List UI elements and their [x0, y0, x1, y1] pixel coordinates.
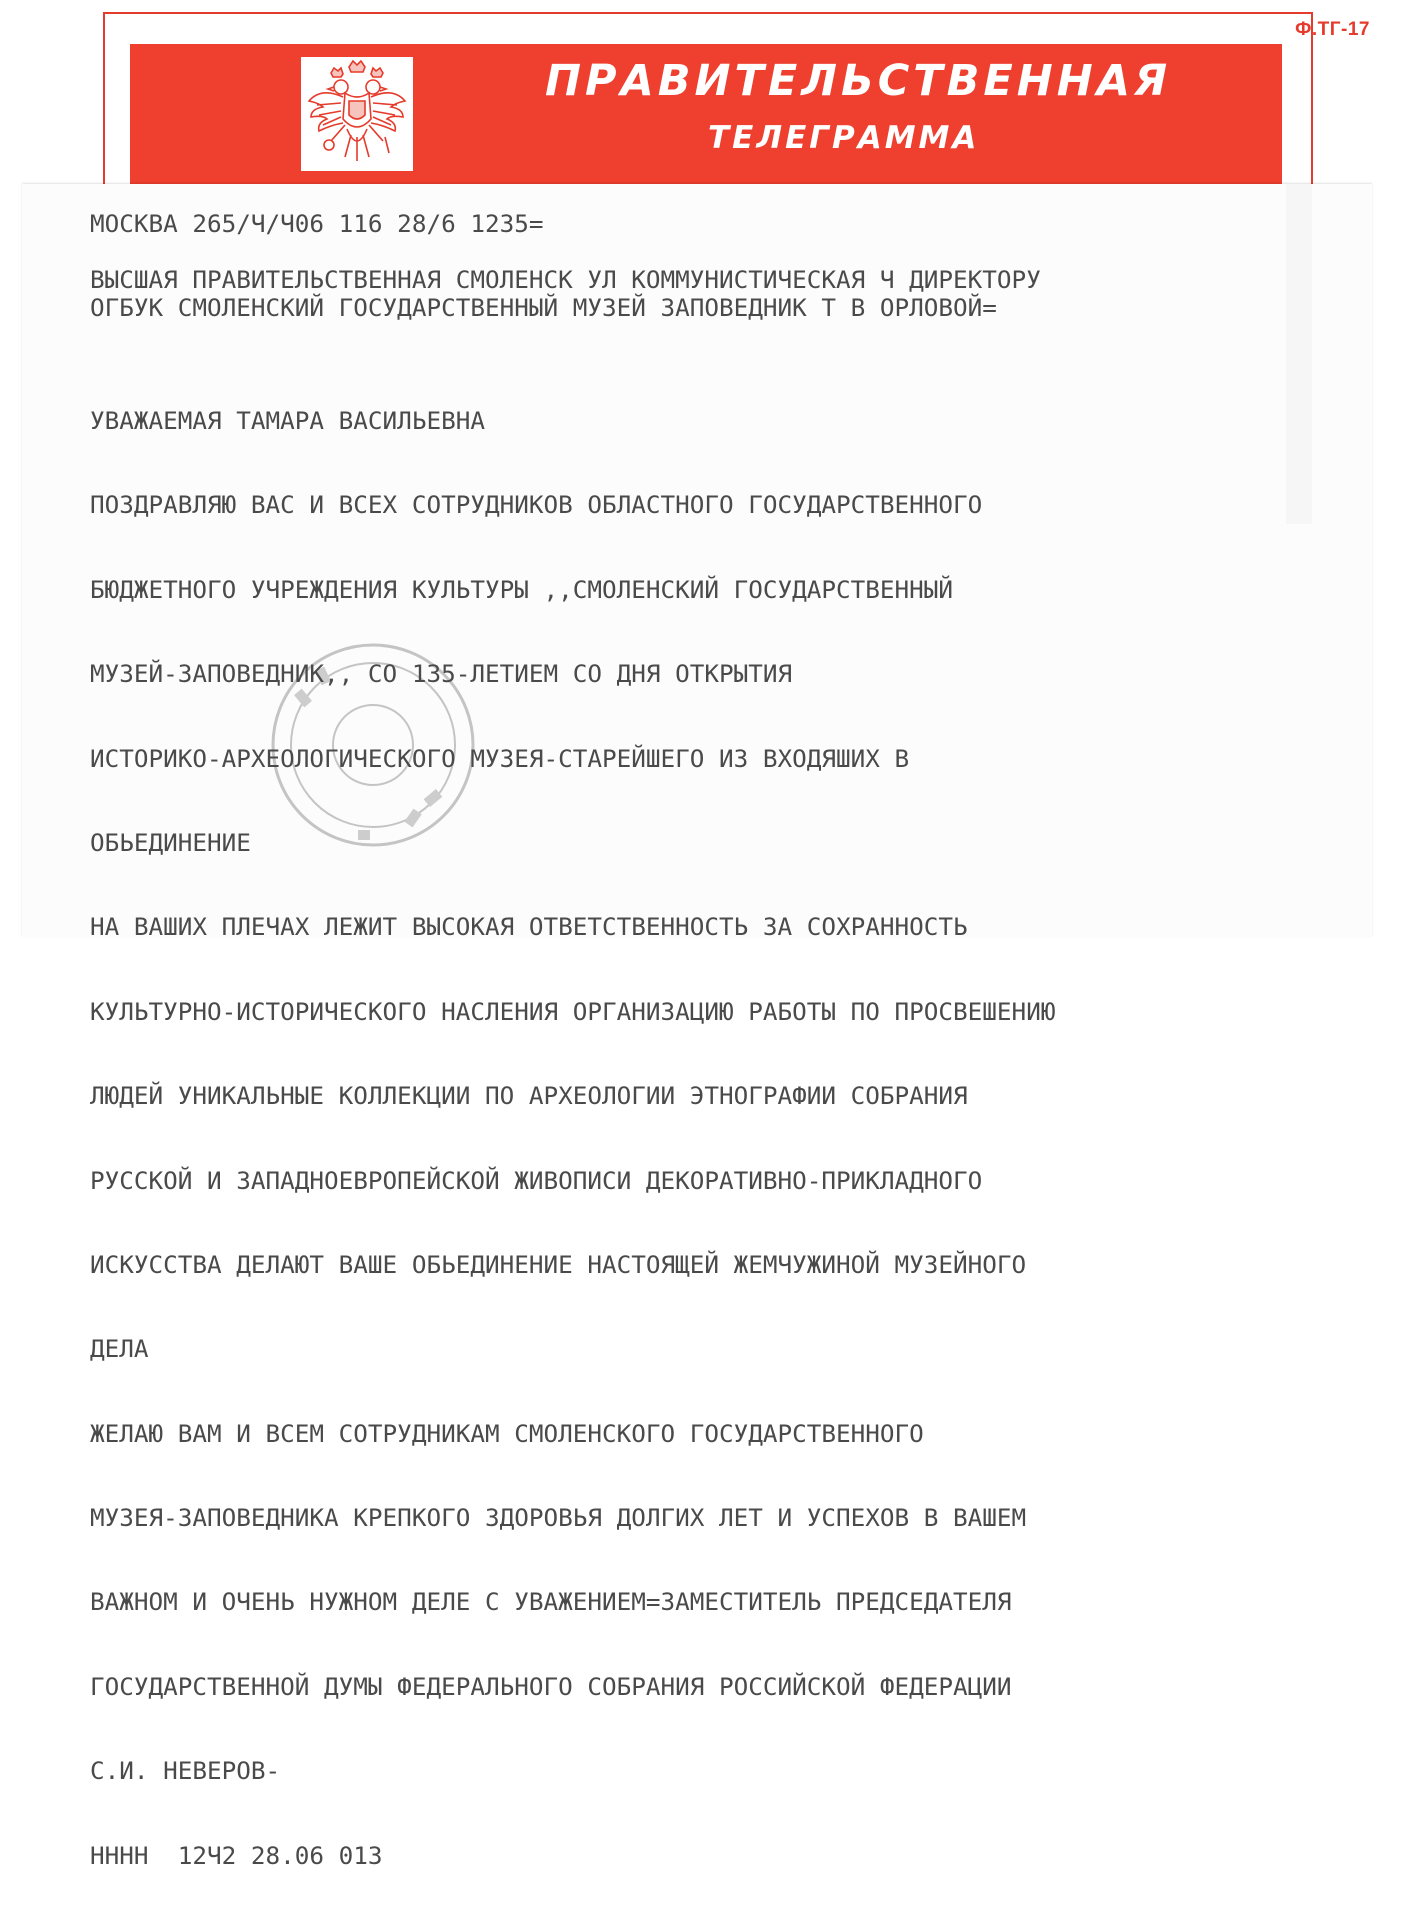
telegram-body-line: РУССКОЙ И ЗАПАДНОЕВРОПЕЙСКОЙ ЖИВОПИСИ ДЕКОРАТИВНО-ПРИКЛАДНОГО [90, 1165, 983, 1195]
telegram-body-line: ВАЖНОМ И ОЧЕНЬ НУЖНОМ ДЕЛЕ С УВАЖЕНИЕМ=ЗАМЕСТИТЕЛЬ ПРЕДСЕДАТЕЛЯ [90, 1587, 1012, 1617]
telegram-body-line: ЖЕЛАЮ ВАМ И ВСЕМ СОТРУДНИКАМ СМОЛЕНСКОГО ГОСУДАРСТВЕННОГО [90, 1418, 924, 1448]
telegram-address-line: ОГБУК СМОЛЕНСКИЙ ГОСУДАРСТВЕННЫЙ МУЗЕЙ ЗАПОВЕДНИК Т В ОРЛОВОЙ= [90, 293, 997, 322]
telegram-body-line: ИСТОРИКО-АРХЕОЛОГИЧЕСКОГО МУЗЕЯ-СТАРЕЙШЕГО ИЗ ВХОДЯШИХ В [90, 743, 910, 773]
telegram-body-line: ДЕЛА [90, 1334, 149, 1364]
telegram-service-line: НННН 12Ч2 28.06 013 [90, 1840, 383, 1870]
telegram-body-line: БЮДЖЕТНОГО УЧРЕЖДЕНИЯ КУЛЬТУРЫ ,,СМОЛЕНСКИЙ ГОСУДАРСТВЕННЫЙ [90, 574, 954, 604]
telegram-body-line: ГОСУДАРСТВЕННОЙ ДУМЫ ФЕДЕРАЛЬНОГО СОБРАНИЯ РОССИЙСКОЙ ФЕДЕРАЦИИ [90, 1671, 1012, 1701]
form-title: ПРАВИТЕЛЬСТВЕННАЯ [545, 56, 1172, 106]
telegram-header-line: МОСКВА 265/Ч/Ч06 116 28/6 1235= [90, 209, 544, 238]
form-code: Ф.ТГ-17 [1295, 19, 1370, 40]
telegram-body-line: УВАЖАЕМАЯ ТАМАРА ВАСИЛЬЕВНА [90, 406, 485, 435]
russian-coat-of-arms-icon [301, 57, 413, 171]
form-edge-shadow [1286, 184, 1312, 524]
telegram-body-line: МУЗЕЙ-ЗАПОВЕДНИК,, СО 135-ЛЕТИЕМ СО ДНЯ ОТКРЫТИЯ [90, 659, 793, 689]
telegram-body-line: НА ВАШИХ ПЛЕЧАХ ЛЕЖИТ ВЫСОКАЯ ОТВЕТСТВЕННОСТЬ ЗА СОХРАННОСТЬ [90, 912, 968, 942]
telegram-address-line: ВЫСШАЯ ПРАВИТЕЛЬСТВЕННАЯ СМОЛЕНСК УЛ КОММУНИСТИЧЕСКАЯ Ч ДИРЕКТОРУ [90, 265, 1041, 294]
telegram-body-line: КУЛЬТУРНО-ИСТОРИЧЕСКОГО НАСЛЕНИЯ ОРГАНИЗАЦИЮ РАБОТЫ ПО ПРОСВЕШЕНИЮ [90, 996, 1056, 1026]
coat-of-arms-emblem [301, 57, 413, 171]
telegram-body-line: ИСКУССТВА ДЕЛАЮТ ВАШЕ ОБЬЕДИНЕНИЕ НАСТОЯЩЕЙ ЖЕМЧУЖИНОЙ МУЗЕЙНОГО [90, 1249, 1027, 1279]
telegram-body-line: ОБЬЕДИНЕНИЕ [90, 827, 251, 857]
telegram-body-line: ЛЮДЕЙ УНИКАЛЬНЫЕ КОЛЛЕКЦИИ ПО АРХЕОЛОГИИ ЭТНОГРАФИИ СОБРАНИЯ [90, 1081, 968, 1111]
telegram-body-line: МУЗЕЯ-ЗАПОВЕДНИКА КРЕПКОГО ЗДОРОВЬЯ ДОЛГИХ ЛЕТ И УСПЕХОВ В ВАШЕМ [90, 1503, 1027, 1533]
telegram-signature-line: С.И. НЕВЕРОВ- [90, 1756, 281, 1786]
telegram-body [90, 351, 1055, 1926]
telegram-body-line: ПОЗДРАВЛЯЮ ВАС И ВСЕХ СОТРУДНИКОВ ОБЛАСТНОГО ГОСУДАРСТВЕННОГО [90, 490, 983, 520]
form-subtitle: ТЕЛЕГРАММА [708, 120, 980, 156]
